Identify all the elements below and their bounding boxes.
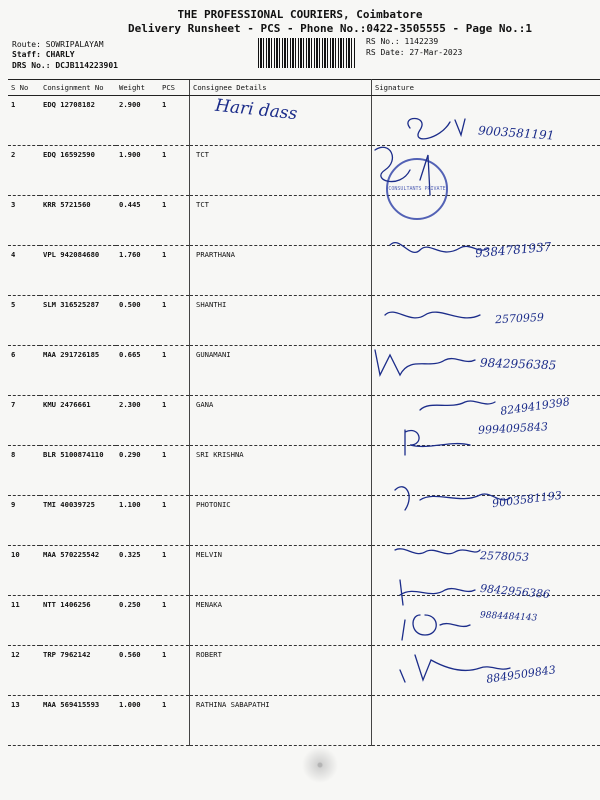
cell-consignment-no: EDQ 12708182	[40, 96, 116, 146]
cell-consignee: PRARTHANA	[190, 246, 372, 296]
col-header-consignee: Consignee Details	[190, 80, 372, 96]
cell-consignee: ROBERT	[190, 646, 372, 696]
cell-consignment-no: SLM 316525287	[40, 296, 116, 346]
signature-5	[385, 312, 480, 318]
signature-8	[405, 430, 470, 455]
handwritten-phone: 9842956386	[479, 581, 551, 602]
cell-consignment-no: KMU 2476661	[40, 396, 116, 446]
cell-weight: 0.560	[116, 646, 159, 696]
cell-consignee: PHOTONIC	[190, 496, 372, 546]
cell-consignee: RATHINA SABAPATHI	[190, 696, 372, 746]
cell-pcs: 1	[159, 496, 190, 546]
handwritten-phone: 9003581193	[491, 488, 563, 511]
rs-number: RS No.: 1142239	[366, 37, 439, 46]
signature-12	[402, 615, 470, 640]
cell-sno: 11	[8, 596, 40, 646]
handwritten-phone: 9842956385	[479, 355, 557, 373]
handwritten-phone: 2570959	[494, 310, 545, 327]
handwritten-phone: 8249419398	[499, 395, 571, 418]
cell-consignee: SRI KRISHNA	[190, 446, 372, 496]
signature-7	[420, 401, 495, 410]
cell-consignee: TCT	[190, 146, 372, 196]
signature-6	[375, 350, 475, 375]
handwritten-phone: 9884484143	[479, 610, 538, 624]
handwritten-phone: 9994095843	[477, 420, 549, 437]
barcode	[258, 38, 356, 68]
cell-weight: 1.000	[116, 696, 159, 746]
cell-consignment-no: MAA 291726185	[40, 346, 116, 396]
cell-consignment-no: MAA 569415593	[40, 696, 116, 746]
cell-consignee: SHANTHI	[190, 296, 372, 346]
signature-9	[395, 487, 510, 510]
cell-consignment-no: TRP 7962142	[40, 646, 116, 696]
cell-sno: 13	[8, 696, 40, 746]
signature-11	[400, 580, 475, 605]
cell-sno: 1	[8, 96, 40, 146]
cell-consignee: GANA	[190, 396, 372, 446]
cell-sno: 3	[8, 196, 40, 246]
handwritten-phone: 8849509843	[485, 663, 557, 686]
cell-sno: 6	[8, 346, 40, 396]
handwritten-phone: 2578053	[479, 549, 530, 564]
cell-consignment-no: EDQ 16592590	[40, 146, 116, 196]
cell-pcs: 1	[159, 646, 190, 696]
cell-pcs: 1	[159, 146, 190, 196]
col-header-sno: S No	[8, 80, 40, 96]
cell-pcs: 1	[159, 546, 190, 596]
cell-weight: 2.300	[116, 396, 159, 446]
cell-pcs: 1	[159, 696, 190, 746]
cell-weight: 1.900	[116, 146, 159, 196]
cell-consignee: MENAKA	[190, 596, 372, 646]
signature-2	[375, 147, 430, 195]
signature-4	[390, 243, 488, 253]
cell-pcs: 1	[159, 296, 190, 346]
handwritten-phone: 9384781937	[474, 239, 552, 261]
signature-strokes	[370, 110, 600, 710]
cell-consignment-no: TMI 40039725	[40, 496, 116, 546]
cell-weight: 1.760	[116, 246, 159, 296]
company-title: THE PROFESSIONAL COURIERS, Coimbatore	[177, 8, 423, 21]
cell-sno: 7	[8, 396, 40, 446]
cell-consignment-no: MAA 570225542	[40, 546, 116, 596]
scan-smudge	[300, 745, 340, 785]
cell-pcs: 1	[159, 196, 190, 246]
cell-consignee	[190, 96, 372, 146]
cell-pcs: 1	[159, 246, 190, 296]
cell-sno: 12	[8, 646, 40, 696]
cell-pcs: 1	[159, 346, 190, 396]
rs-date: RS Date: 27-Mar-2023	[366, 48, 463, 57]
signature-13	[400, 655, 510, 682]
staff-label: Staff: CHARLY	[12, 50, 75, 59]
cell-sno: 2	[8, 146, 40, 196]
cell-weight: 0.445	[116, 196, 159, 246]
cell-pcs: 1	[159, 446, 190, 496]
cell-consignment-no: NTT 1406256	[40, 596, 116, 646]
col-header-weight: Weight	[116, 80, 159, 96]
cell-sno: 4	[8, 246, 40, 296]
route-label: Route: SOWRIPALAYAM	[12, 40, 104, 49]
cell-consignee: MELVIN	[190, 546, 372, 596]
drs-number: DRS No.: DCJB114223901	[12, 61, 118, 70]
cell-consignee: TCT	[190, 196, 372, 246]
cell-consignment-no: VPL 942084680	[40, 246, 116, 296]
cell-weight: 1.100	[116, 496, 159, 546]
cell-weight: 0.500	[116, 296, 159, 346]
cell-sno: 5	[8, 296, 40, 346]
cell-pcs: 1	[159, 396, 190, 446]
signature-1	[408, 118, 465, 138]
cell-weight: 2.900	[116, 96, 159, 146]
cell-weight: 0.665	[116, 346, 159, 396]
cell-consignee: GUNAMANI	[190, 346, 372, 396]
cell-sno: 8	[8, 446, 40, 496]
handwritten-phone: 9003581191	[477, 123, 555, 143]
signature-10	[395, 549, 480, 554]
cell-sno: 10	[8, 546, 40, 596]
cell-weight: 0.325	[116, 546, 159, 596]
col-header-consignment: Consignment No	[40, 80, 116, 96]
col-header-pcs: PCS	[159, 80, 190, 96]
col-header-signature: Signature	[372, 80, 600, 96]
table-header-row	[8, 80, 600, 96]
cell-weight: 0.290	[116, 446, 159, 496]
cell-pcs: 1	[159, 96, 190, 146]
stamp-text: CONSULTANTS PRIVATE	[388, 186, 446, 192]
cell-consignment-no: BLR 5100874110	[40, 446, 116, 496]
cell-pcs: 1	[159, 596, 190, 646]
runsheet-subtitle: Delivery Runsheet - PCS - Phone No.:0422-3505555 - Page No.:1	[128, 22, 532, 35]
cell-sno: 9	[8, 496, 40, 546]
handwritten-name: Hari dass	[214, 95, 299, 125]
cell-consignment-no: KRR 5721560	[40, 196, 116, 246]
cell-weight: 0.250	[116, 596, 159, 646]
